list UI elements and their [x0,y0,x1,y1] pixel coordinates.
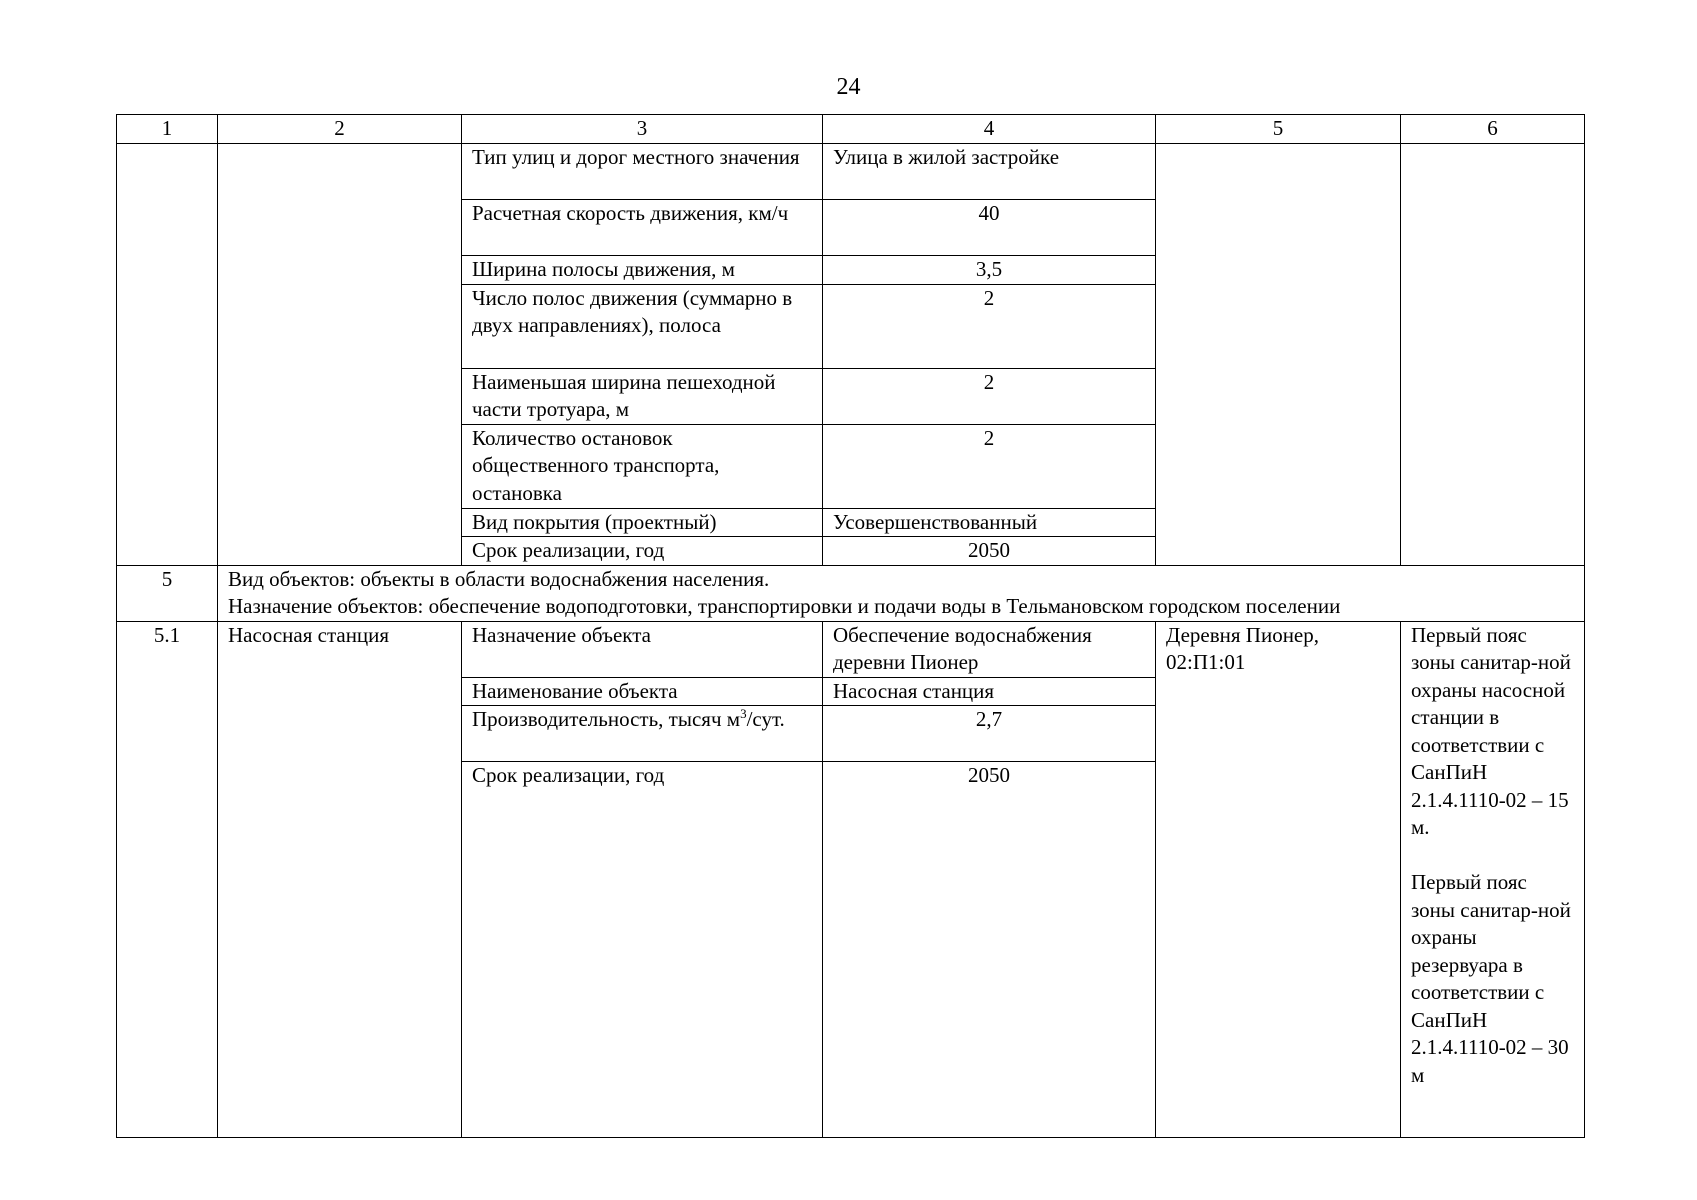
column-number: 5 [1156,115,1401,144]
param-value: 2050 [823,762,1156,790]
empty-cell [823,790,1156,1138]
location-cell [1156,144,1401,566]
param-value: 3,5 [823,256,1156,285]
param-name: Срок реализации, год [462,762,823,790]
param-value: Улица в жилой застройке [823,144,1156,200]
param-name-text: Производительность, тысяч м [472,707,741,731]
param-name: Назначение объекта [462,621,823,677]
item-number-cell: 5.1 [117,621,218,1137]
column-number: 2 [218,115,462,144]
param-name: Расчетная скорость движения, км/ч [462,200,823,256]
param-name: Ширина полосы движения, м [462,256,823,285]
param-name: Количество остановок общественного транспорта, остановка [462,424,823,508]
section-type-line: Вид объектов: объекты в области водоснабжения населения. [228,566,770,591]
zone-cell [1401,144,1585,566]
table-row [117,621,1585,677]
param-value: 2 [823,424,1156,508]
section-row [117,565,1585,621]
param-name: Вид покрытия (проектный) [462,508,823,537]
zone-text-pump-station: Первый пояс зоны санитар-ной охраны насосной станции в соответствии с СанПиН 2.1.4.1110-02 – 15 м. [1411,622,1571,839]
param-value: Насосная станция [823,677,1156,706]
param-value: Усовершенствованный [823,508,1156,537]
param-value: 40 [823,200,1156,256]
location-cell: Деревня Пионер, 02:П1:01 [1156,621,1401,1137]
param-value: Обеспечение водоснабжения деревни Пионер [823,621,1156,677]
param-name [462,706,823,762]
page-number: 24 [836,74,861,100]
column-number-row [117,115,1585,144]
section-number: 5 [117,565,218,621]
param-name: Число полос движения (суммарно в двух направлениях), полоса [462,284,823,368]
column-number: 3 [462,115,823,144]
param-value: 2050 [823,537,1156,566]
column-number: 6 [1401,115,1585,144]
objects-table [116,114,1585,1138]
param-name: Тип улиц и дорог местного значения [462,144,823,200]
column-number: 1 [117,115,218,144]
param-name: Наименьшая ширина пешеходной части тротуара, м [462,368,823,424]
param-name: Срок реализации, год [462,537,823,566]
zone-text-reservoir: Первый пояс зоны санитар-ной охраны резервуара в соответствии с СанПиН 2.1.4.1110-02 – 30 м [1411,870,1571,1087]
empty-cell [462,790,823,1138]
param-value: 2 [823,284,1156,368]
param-name-superscript: 3 [740,706,747,721]
item-name-cell: Насосная станция [218,621,462,1137]
param-name: Наименование объекта [462,677,823,706]
item-number-cell [117,144,218,566]
section-description [218,565,1585,621]
item-name-cell [218,144,462,566]
column-number: 4 [823,115,1156,144]
zone-cell [1401,621,1585,1137]
paragraph-gap [1411,842,1574,870]
table-row [117,144,1585,200]
param-value: 2,7 [823,706,1156,762]
param-name-suffix: /сут. [746,707,785,731]
param-value: 2 [823,368,1156,424]
section-purpose-line: Назначение объектов: обеспечение водоподготовки, транспортировки и подачи воды в Тельмановском городском поселении [228,594,1341,618]
